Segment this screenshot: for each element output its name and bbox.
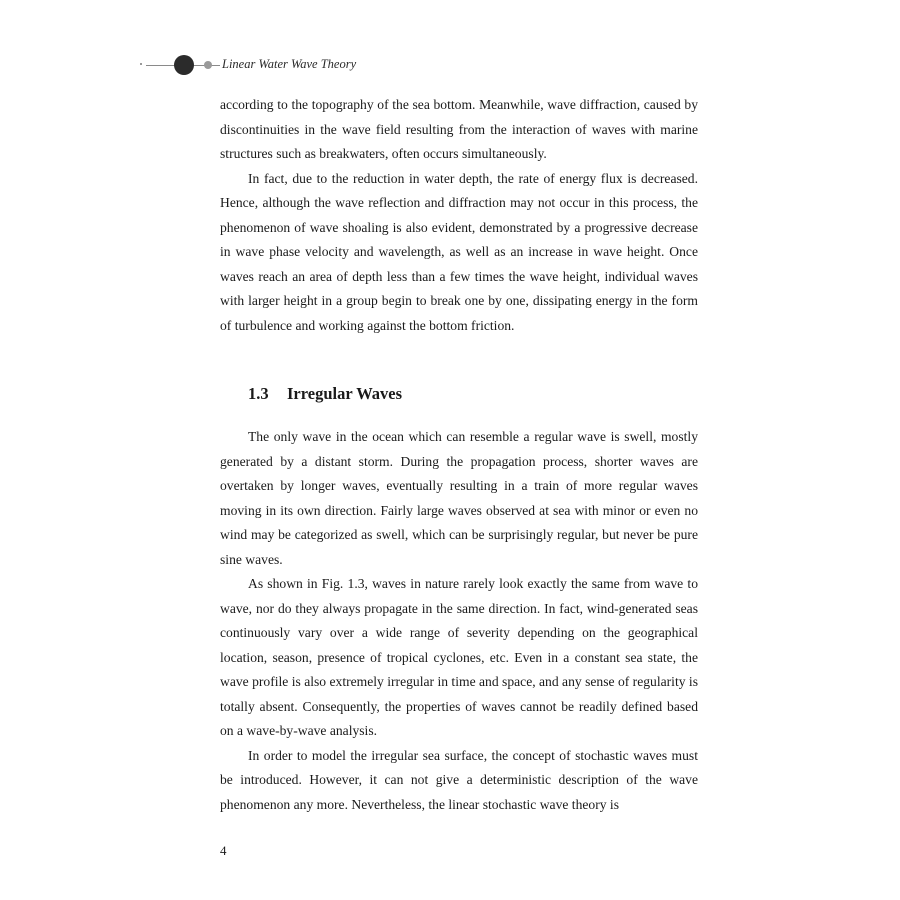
body-text-before-section xyxy=(220,93,698,338)
paragraph: The only wave in the ocean which can resemble a regular wave is swell, mostly generated by a distant storm. During the propagation process, shorter waves are overtaken by longer waves, eventually resulting in a train of more regular waves moving in its own direction. Fairly large waves observed at sea with minor or even no wind may be categorized as swell, which can be surprisingly regular, but never be pure sine waves. xyxy=(220,429,698,567)
page-number: 4 xyxy=(220,843,227,858)
header-small-circle-icon xyxy=(204,61,212,69)
header-rule-tick xyxy=(140,63,142,65)
section-title: Irregular Waves xyxy=(287,384,403,403)
header-large-circle-icon xyxy=(174,55,194,75)
paragraph: In order to model the irregular sea surface, the concept of stochastic waves must be introduced. However, it can not give a deterministic description of the wave phenomenon any more. Nevertheless, the linear stochastic wave theory is xyxy=(220,747,698,812)
running-header-title: Linear Water Wave Theory xyxy=(222,57,357,71)
section-number: 1.3 xyxy=(248,384,269,403)
body-text-after-section xyxy=(220,425,698,817)
running-header xyxy=(140,52,460,78)
paragraph: according to the topography of the sea bottom. Meanwhile, wave diffraction, caused by discontinuities in the wave field resulting from the interaction of waves with marine structures such as breakwaters, often occurs simultaneously. xyxy=(220,97,698,161)
section-heading xyxy=(248,384,402,404)
paragraph: In fact, due to the reduction in water depth, the rate of energy flux is decreased. Hence, although the wave reflection and diffraction may not occur in this process, the phenomenon of wave shoaling is also evident, demonstrated by a progressive decrease in wave phase velocity and wavelength, as well as an increase in wave height. Once waves reach an area of depth less than a few times the wave height, individual waves with larger height in a group begin to break one by one, dissipating energy in the form of turbulence and working against the bottom friction. xyxy=(220,170,698,333)
paragraph: As shown in Fig. 1.3, waves in nature rarely look exactly the same from wave to wave, nor do they always propagate in the same direction. In fact, wind-generated seas continuously vary over a wide range of severity depending on the geographical location, season, presence of tropical cyclones, etc. Even in a constant sea state, the wave profile is also extremely irregular in time and space, and any sense of regularity is totally absent. Consequently, the properties of waves cannot be readily defined based on a wave-by-wave analysis. xyxy=(220,576,698,738)
